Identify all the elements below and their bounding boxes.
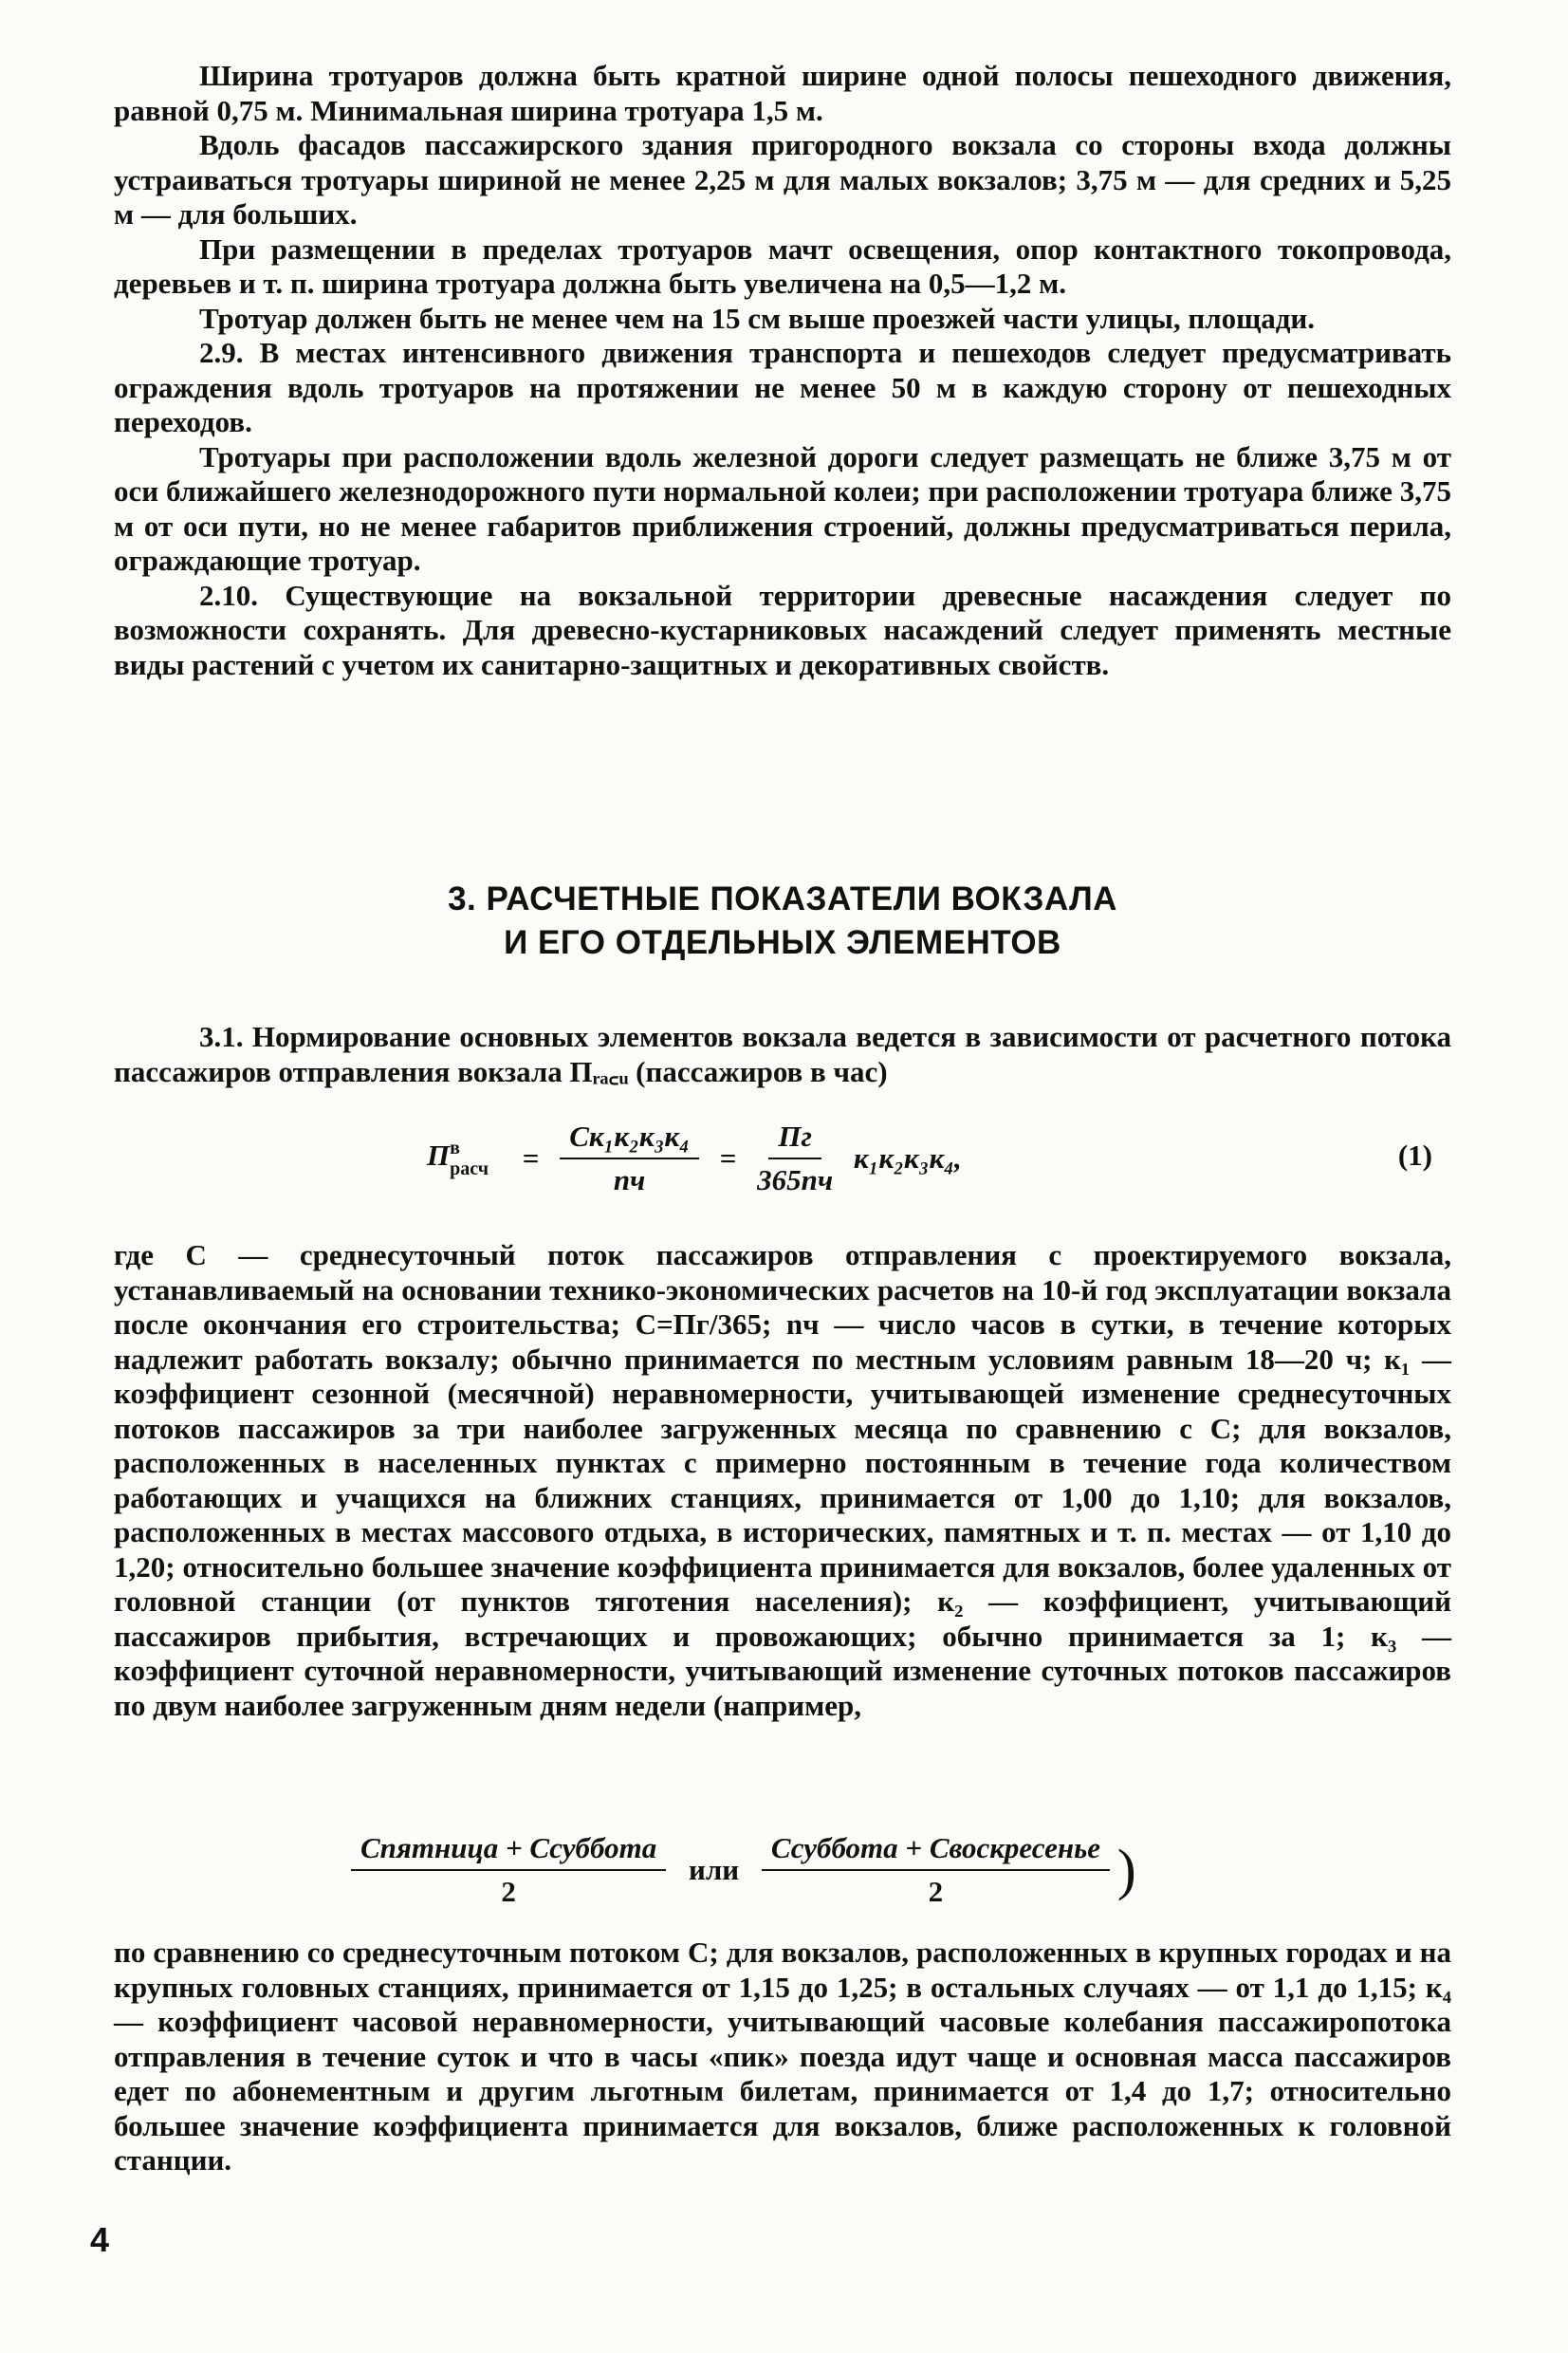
formula-1: П в расч = $\frac{\text{Ск₁к₂к₃к₄}}{nч}$ = $\frac{Пг}{365nч}$ к₁к₂к₃к₄, (1) bbox=[427, 1120, 1432, 1196]
formula-fraction bbox=[762, 1831, 1110, 1909]
fraction-denominator: 2 bbox=[928, 1875, 944, 1908]
fraction-numerator: Ссуббота + Своскресенье bbox=[762, 1831, 1110, 1871]
formula-lhs-sup: в bbox=[450, 1138, 460, 1158]
paragraph: Тротуар должен быть не менее чем на 15 см выше проезжей части улицы, площади. bbox=[199, 301, 1316, 335]
fraction-numerator: Спятница + Ссуббота bbox=[351, 1831, 666, 1871]
fraction-numerator: Ск₁к₂к₃к₄ bbox=[560, 1120, 699, 1159]
paragraph: Вдоль фасадов пассажирского здания пригородного вокзала со стороны входа должны устраиваться тротуары шириной не менее 2,25 м для малых вокзалов; 3,75 м — для средних и 5,25 м — для больших. bbox=[114, 128, 1451, 231]
formula-fraction bbox=[757, 1120, 833, 1197]
formula-fraction bbox=[351, 1831, 666, 1909]
paragraph: При размещении в пределах тротуаров мачт освещения, опор контактного токопровода, деревьев и т. п. ширина тротуара должна быть увеличена на 0,5—1,2 м. bbox=[114, 232, 1451, 300]
formula-2 bbox=[114, 1831, 1451, 1926]
formula-joiner: или bbox=[688, 1853, 740, 1886]
formula-fraction bbox=[560, 1120, 699, 1197]
fraction-denominator: 2 bbox=[501, 1875, 516, 1908]
formula-lhs-base: П bbox=[427, 1139, 451, 1173]
formula-lhs bbox=[427, 1138, 489, 1179]
paragraph: Ширина тротуаров должна быть кратной ширине одной полосы пешеходного движения, равной 0,75 м. Минимальная ширина тротуара 1,5 м. bbox=[114, 59, 1451, 127]
section-heading-line: И ЕГО ОТДЕЛЬНЫХ ЭЛЕМЕНТОВ bbox=[504, 924, 1061, 961]
fraction-denominator: nч bbox=[613, 1163, 646, 1196]
section-heading-line: 3. РАСЧЕТНЫЕ ПОКАЗАТЕЛИ ВОКЗАЛА bbox=[448, 880, 1117, 917]
section-3-1-block bbox=[114, 1020, 1451, 1089]
section-heading bbox=[114, 878, 1451, 965]
formula-tail: к₁к₂к₃к₄, bbox=[853, 1141, 962, 1175]
paragraph: 2.10. Существующие на вокзальной территории древесные насаждения следует по возможности сохранять. Для древесно-кустарниковых насаждений следует применять местные виды растений с учетом их санитарно-защитных и декоративных свойств. bbox=[114, 578, 1451, 681]
continuation-block bbox=[114, 1936, 1451, 2178]
page-number: 4 bbox=[90, 2220, 110, 2259]
definitions-block bbox=[114, 1238, 1451, 1723]
equation-number: (1) bbox=[1397, 1139, 1432, 1172]
paragraph-3-1: 3.1. Нормирование основных элементов вокзала ведется в зависимости от расчетного потока пассажиров отправления вокзала Пᵣₐ꜀ᵤ (пассажиров в час) bbox=[114, 1020, 1451, 1088]
paragraph: 2.9. В местах интенсивного движения транспорта и пешеходов следует предусматривать ограждения вдоль тротуаров на протяжении не менее 50 м в каждую сторону от пешеходных переходов. bbox=[114, 336, 1451, 438]
paragraph-after: по сравнению со среднесуточным потоком С; для вокзалов, расположенных в крупных городах и на крупных головных станциях, принимается от 1,15 до 1,25; в остальных случаях — от 1,1 до 1,15; к₄ — коэффициент часовой неравномерности, учитывающий часовые колебания пассажиропотока отправления в течение суток и что в часы «пик» поезда идут чаще и основная масса пассажиров едет по абонементным и другим льготным билетам, принимается от 1,4 до 1,7; относительно большее значение коэффициента принимается для вокзалов, ближе расположенных к головной станции. bbox=[114, 1936, 1451, 2177]
paragraph: Тротуары при расположении вдоль железной дороги следует размещать не ближе 3,75 м от оси ближайшего железнодорожного пути нормальной колеи; при расположении тротуара ближе 3,75 м от оси пути, но не менее габаритов приближения строений, должны предусматриваться перила, ограждающие тротуар. bbox=[114, 439, 1451, 577]
formula-close-paren: ) bbox=[1116, 1838, 1136, 1901]
fraction-denominator: 365nч bbox=[757, 1163, 834, 1196]
top-text-block bbox=[114, 59, 1451, 682]
fraction-numerator: Пг bbox=[768, 1120, 821, 1159]
formula-lhs-sub: расч bbox=[450, 1158, 489, 1179]
paragraph-where: где С — среднесуточный поток пассажиров отправления с проектируемого вокзала, устанавливаемый на основании технико-экономических расчетов на 10-й год эксплуатации вокзала после окончания его строительства; С=Пг/365; nч — число часов в сутки, в течение которых надлежит работать вокзалу; обычно принимается по местным условиям равным 18—20 ч; к₁ — коэффициент сезонной (месячной) неравномерности, учитывающей изменение среднесуточных потоков пассажиров за три наиболее загруженных месяца по сравнению с С; для вокзалов, расположенных в населенных пунктах с примерно постоянным в течение года количеством работающих и учащихся на ближних станциях, принимается от 1,00 до 1,10; для вокзалов, расположенных в местах массового отдыха, в исторических, памятных и т. п. местах — от 1,10 до 1,20; относительно большее значение коэффициента принимается для вокзалов, более удаленных от головной станции (от пунктов тяготения населения); к₂ — коэффициент, учитывающий пассажиров прибытия, встречающих и провожающих; обычно принимается за 1; к₃ — коэффициент суточной неравномерности, учитывающий изменение суточных потоков пассажиров по двум наиболее загруженным дням недели (например, bbox=[114, 1238, 1451, 1722]
